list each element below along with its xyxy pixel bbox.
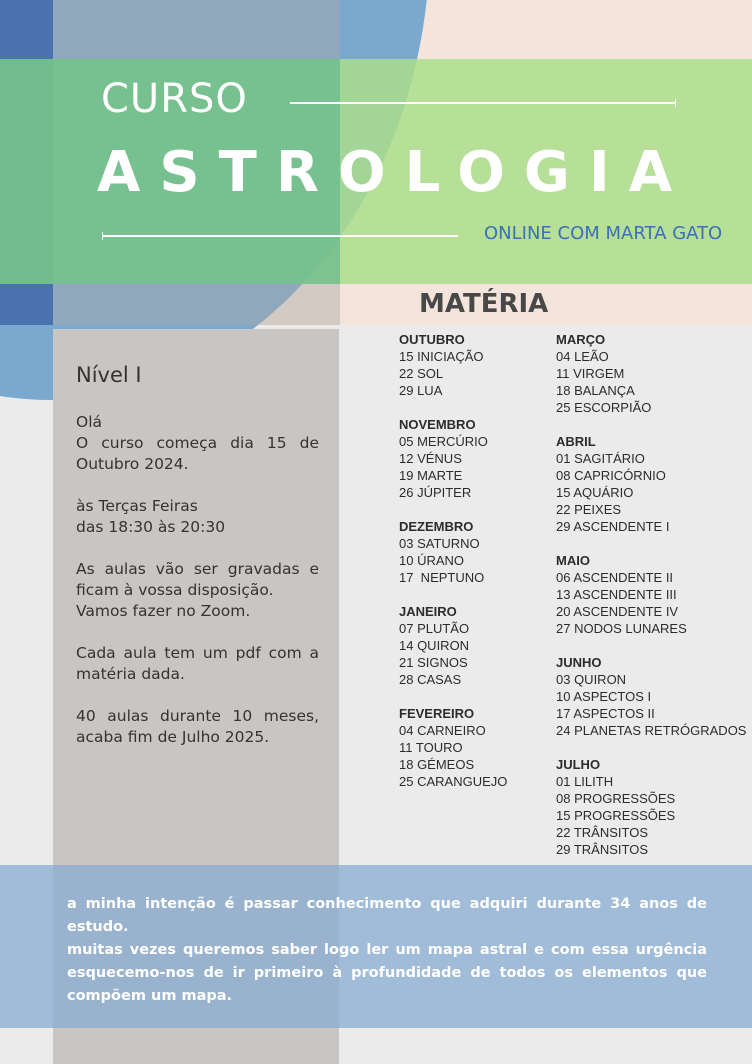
lesson-item: 10 ÚRANO xyxy=(399,553,465,568)
lesson-item: 08 CAPRICÓRNIO xyxy=(556,468,666,483)
lesson-item: 24 PLANETAS RETRÓGRADOS xyxy=(556,723,747,738)
lesson-item: 17 ASPECTOS II xyxy=(556,706,655,721)
lesson-item: 29 LUA xyxy=(399,383,443,398)
month-block xyxy=(556,654,752,739)
lesson-item: 22 SOL xyxy=(399,366,444,381)
lesson-item: 04 LEÃO xyxy=(556,349,609,364)
lesson-item: 04 CARNEIRO xyxy=(399,723,486,738)
header-kicker: CURSO xyxy=(101,76,248,122)
month-block xyxy=(399,705,549,790)
lesson-item: 10 ASPECTOS I xyxy=(556,689,652,704)
lesson-item: 19 MARTE xyxy=(399,468,463,483)
month-name: MARÇO xyxy=(556,332,606,347)
month-block xyxy=(399,603,549,688)
lesson-item: 29 ASCENDENTE I xyxy=(556,519,670,534)
lesson-item: 15 AQUÁRIO xyxy=(556,485,634,500)
lesson-item: 26 JÚPITER xyxy=(399,485,472,500)
footer-text xyxy=(67,893,707,1008)
lesson-item: 15 INICIAÇÃO xyxy=(399,349,484,364)
month-name: JANEIRO xyxy=(399,604,457,619)
lesson-item: 03 SATURNO xyxy=(399,536,480,551)
lesson-item: 11 TOURO xyxy=(399,740,463,755)
lesson-item: 05 MERCÚRIO xyxy=(399,434,488,449)
month-name: DEZEMBRO xyxy=(399,519,474,534)
lesson-item: 01 LILITH xyxy=(556,774,614,789)
month-name: JULHO xyxy=(556,757,601,772)
section-title: MATÉRIA xyxy=(419,289,549,319)
month-name: OUTUBRO xyxy=(399,332,465,347)
level-title: Nível I xyxy=(76,363,142,387)
lesson-item: 18 GÉMEOS xyxy=(399,757,475,772)
level-paragraph: às Terças Feiras das 18:30 às 20:30 xyxy=(76,497,226,536)
month-name: ABRIL xyxy=(556,434,596,449)
month-block xyxy=(399,518,549,586)
lesson-item: 21 SIGNOS xyxy=(399,655,468,670)
level-paragraph: Cada aula tem um pdf com a matéria dada. xyxy=(76,644,319,683)
lesson-item: 25 CARANGUEJO xyxy=(399,774,508,789)
lesson-item: 03 QUIRON xyxy=(556,672,627,687)
level-paragraph: As aulas vão ser gravadas e ficam à vossa disposição. Vamos fazer no Zoom. xyxy=(76,560,319,620)
month-block xyxy=(556,756,752,858)
lesson-item: 07 PLUTÃO xyxy=(399,621,470,636)
lesson-item: 08 PROGRESSÕES xyxy=(556,791,676,806)
lesson-item: 22 TRÂNSITOS xyxy=(556,825,648,840)
lesson-item: 25 ESCORPIÃO xyxy=(556,400,652,415)
lesson-item: 20 ASCENDENTE IV xyxy=(556,604,679,619)
lesson-item: 06 ASCENDENTE II xyxy=(556,570,674,585)
month-block xyxy=(399,416,549,501)
lesson-item: 11 VIRGEM xyxy=(556,366,625,381)
lesson-item: 01 SAGITÁRIO xyxy=(556,451,645,466)
divider-line xyxy=(290,102,676,104)
month-name: JUNHO xyxy=(556,655,602,670)
level-paragraph: 40 aulas durante 10 meses, acaba fim de Julho 2025. xyxy=(76,707,319,746)
lesson-item: 15 PROGRESSÕES xyxy=(556,808,676,823)
month-block xyxy=(556,331,752,416)
lesson-item: 29 TRÂNSITOS xyxy=(556,842,648,857)
header-subtitle: ONLINE COM MARTA GATO xyxy=(484,223,723,244)
lesson-item: 28 CASAS xyxy=(399,672,462,687)
footer-line: muitas vezes queremos saber logo ler um mapa astral e com essa urgência esquecemo-nos de ir primeiro à profundidade de todos os elementos que compõem um mapa. xyxy=(67,942,707,1004)
schedule-column-2 xyxy=(556,331,752,875)
lesson-item: 17 NEPTUNO xyxy=(399,570,485,585)
schedule-column-1 xyxy=(399,331,549,807)
lesson-item: 12 VÉNUS xyxy=(399,451,462,466)
level-paragraph: Olá O curso começa dia 15 de Outubro 2024. xyxy=(76,413,319,473)
lesson-item: 27 NODOS LUNARES xyxy=(556,621,687,636)
month-block xyxy=(399,331,549,399)
lesson-item: 13 ASCENDENTE III xyxy=(556,587,677,602)
month-block xyxy=(556,552,752,637)
month-name: MAIO xyxy=(556,553,590,568)
level-description xyxy=(76,412,319,769)
footer-line: a minha intenção é passar conhecimento que adquiri durante 34 anos de estudo. xyxy=(67,896,707,935)
page-title: ASTROLOGIA xyxy=(97,140,692,205)
lesson-item: 22 PEIXES xyxy=(556,502,622,517)
lesson-item: 14 QUIRON xyxy=(399,638,470,653)
month-name: FEVEREIRO xyxy=(399,706,475,721)
lesson-item: 18 BALANÇA xyxy=(556,383,635,398)
divider-line xyxy=(102,235,458,237)
month-name: NOVEMBRO xyxy=(399,417,476,432)
month-block xyxy=(556,433,752,535)
